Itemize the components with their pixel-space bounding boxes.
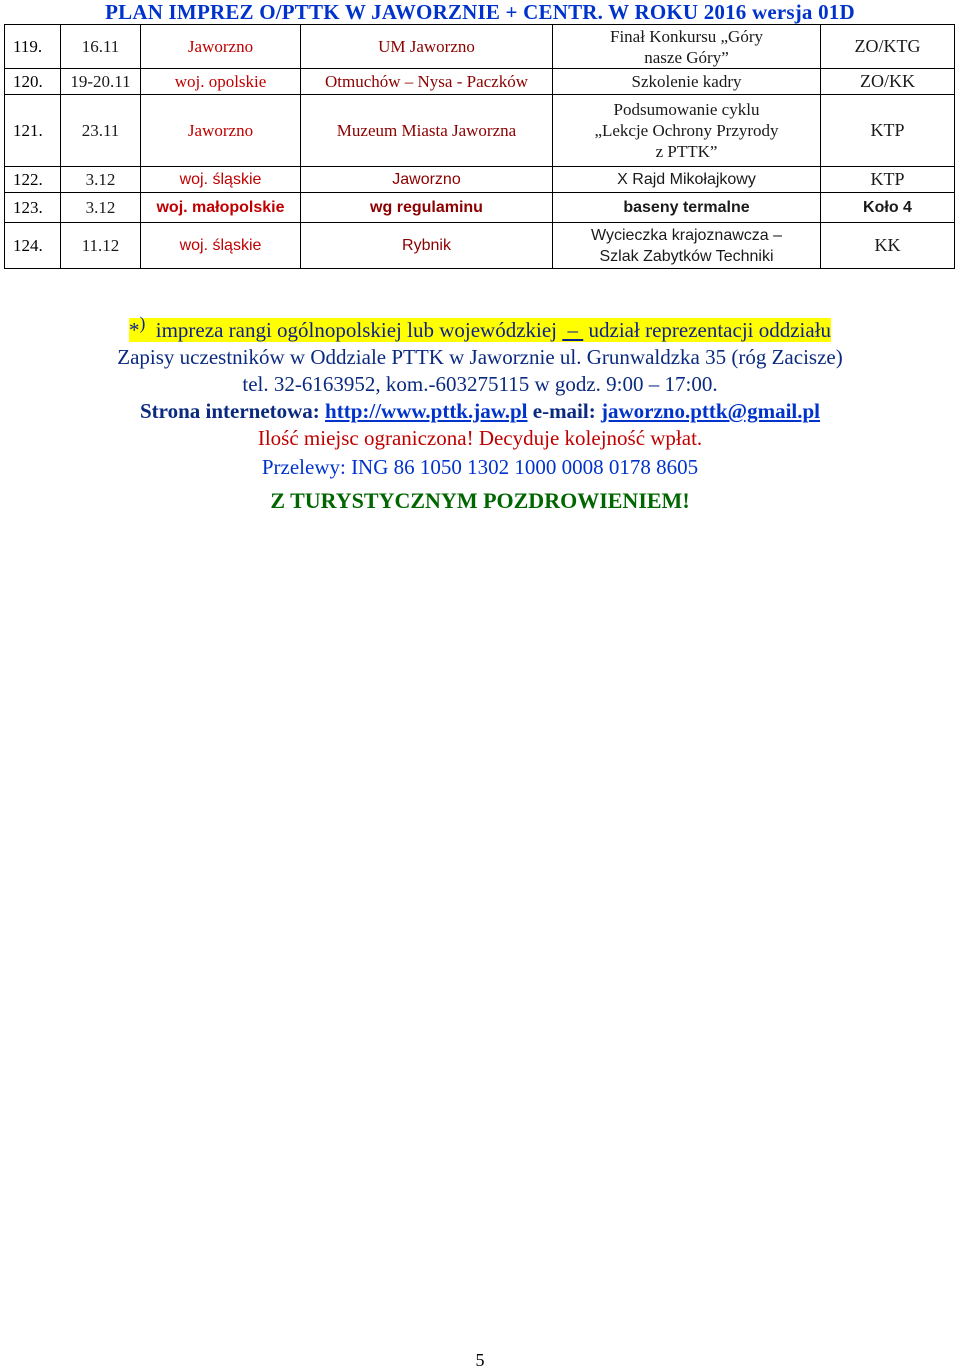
row-region: woj. śląskie — [141, 223, 301, 269]
footnote-sup: ) — [139, 313, 146, 333]
row-venue: Jaworzno — [301, 167, 553, 193]
events-table — [4, 24, 955, 269]
row-region: Jaworzno — [141, 25, 301, 69]
row-organizer: ZO/KTG — [821, 25, 955, 69]
legend-text-a: impreza rangi ogólnopolskiej lub wojewódzkiej — [155, 318, 558, 342]
row-number: 121. — [5, 95, 61, 167]
row-venue: Muzeum Miasta Jaworzna — [301, 95, 553, 167]
table-row — [5, 95, 955, 167]
web-label: Strona internetowa: — [139, 399, 320, 423]
email-link[interactable]: jaworzno.pttk@gmail.pl — [600, 399, 821, 423]
row-event: Podsumowanie cyklu „Lekcje Ochrony Przyrody z PTTK” — [553, 95, 821, 167]
table-row — [5, 25, 955, 69]
row-organizer: KTP — [821, 167, 955, 193]
greeting: Z TURYSTYCZNYM POZDROWIENIEM! — [270, 488, 690, 513]
footnote-star: * — [128, 318, 140, 342]
row-event: Finał Konkursu „Góry nasze Góry” — [553, 25, 821, 69]
legend-text-b: udział reprezentacji oddziału — [588, 318, 832, 342]
row-number: 119. — [5, 25, 61, 69]
row-number: 120. — [5, 69, 61, 95]
row-event: Wycieczka krajoznawcza – Szlak Zabytków Techniki — [553, 223, 821, 269]
row-event: X Rajd Mikołajkowy — [553, 167, 821, 193]
note-line-legend: *) impreza rangi ogólnopolskiej lub wojewódzkiej – udział reprezentacji oddziału — [128, 313, 832, 342]
row-date: 11.12 — [61, 223, 141, 269]
row-organizer: Koło 4 — [821, 193, 955, 223]
row-event: baseny termalne — [553, 193, 821, 223]
row-venue: wg regulaminu — [301, 193, 553, 223]
row-organizer: KK — [821, 223, 955, 269]
row-number: 122. — [5, 167, 61, 193]
note-line-phone: tel. 32-6163952, kom.-603275115 w godz. 9:00 – 17:00. — [242, 372, 718, 396]
table-row — [5, 167, 955, 193]
row-date: 16.11 — [61, 25, 141, 69]
note-line-bank: Przelewy: ING 86 1050 1302 1000 0008 0178 8605 — [261, 455, 699, 479]
row-organizer: KTP — [821, 95, 955, 167]
row-number: 123. — [5, 193, 61, 223]
row-venue: Otmuchów – Nysa - Paczków — [301, 69, 553, 95]
table-row — [5, 69, 955, 95]
page-title: PLAN IMPREZ O/PTTK W JAWORZNIE + CENTR. W ROKU 2016 wersja 01D — [105, 0, 855, 24]
website-link[interactable]: http://www.pttk.jaw.pl — [325, 399, 528, 423]
row-venue: Rybnik — [301, 223, 553, 269]
table-row — [5, 223, 955, 269]
row-event: Szkolenie kadry — [553, 69, 821, 95]
note-line-registration: Zapisy uczestników w Oddziale PTTK w Jaworznie ul. Grunwaldzka 35 (róg Zacisze) — [117, 345, 843, 369]
row-date: 3.12 — [61, 193, 141, 223]
row-region: woj. małopolskie — [141, 193, 301, 223]
page-number: 5 — [475, 1350, 485, 1370]
row-region: Jaworzno — [141, 95, 301, 167]
row-date: 19-20.11 — [61, 69, 141, 95]
note-line-web — [0, 398, 960, 425]
email-label: e-mail: — [532, 399, 596, 423]
row-number: 124. — [5, 223, 61, 269]
row-organizer: ZO/KK — [821, 69, 955, 95]
row-date: 3.12 — [61, 167, 141, 193]
note-line-seats: Ilość miejsc ograniczona! Decyduje kolejność wpłat. — [257, 426, 703, 450]
table-row — [5, 193, 955, 223]
row-venue: UM Jaworzno — [301, 25, 553, 69]
row-date: 23.11 — [61, 95, 141, 167]
row-region: woj. śląskie — [141, 167, 301, 193]
row-region: woj. opolskie — [141, 69, 301, 95]
notes-block — [0, 310, 960, 481]
